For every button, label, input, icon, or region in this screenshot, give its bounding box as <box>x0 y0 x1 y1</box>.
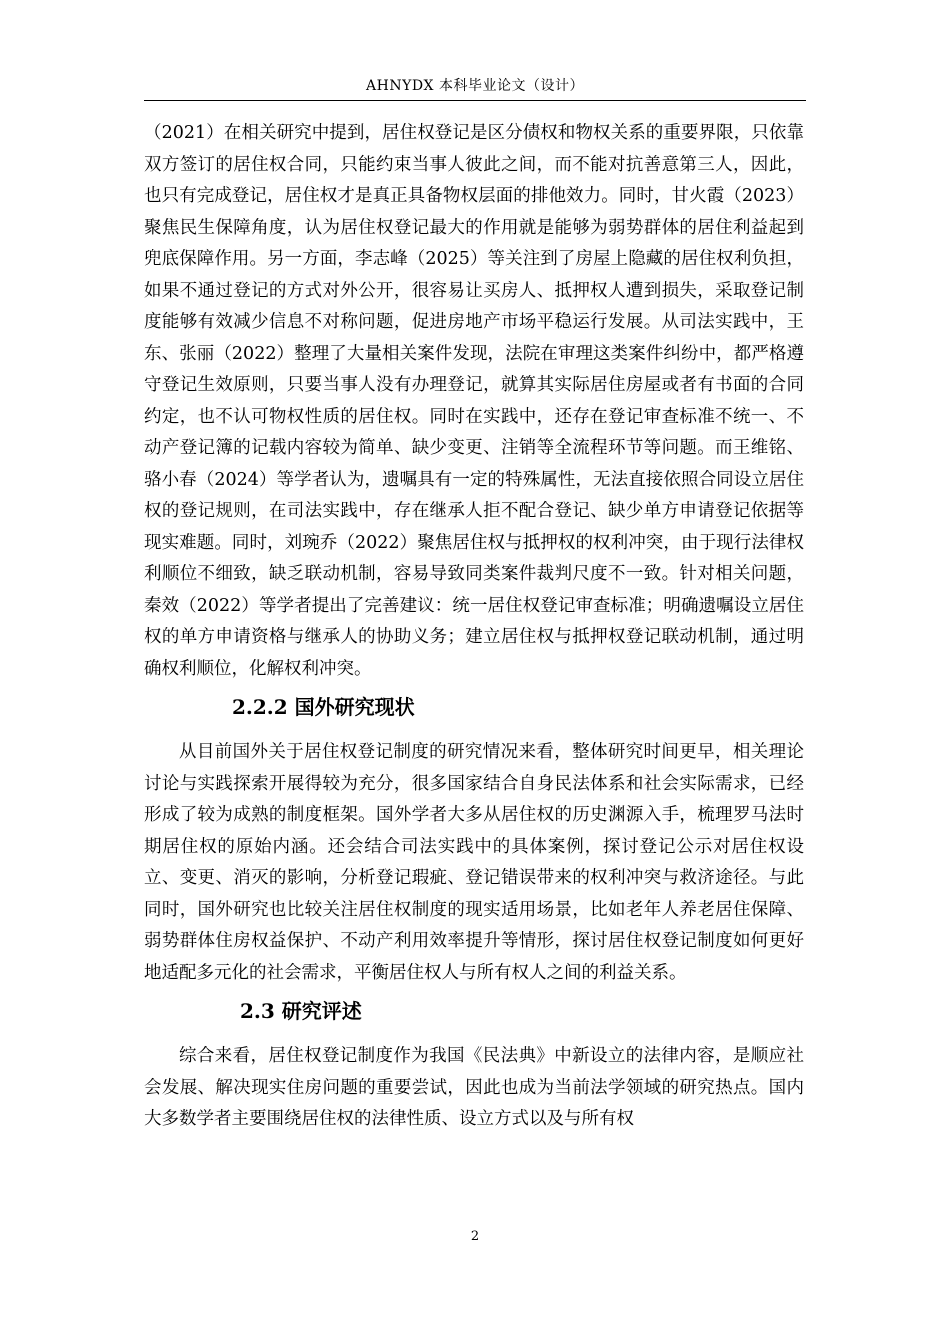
section-heading-foreign-research: 2.2.2 国外研究现状 <box>232 695 415 719</box>
body-text <box>144 118 804 1136</box>
paragraph-foreign-research: 从目前国外关于居住权登记制度的研究情况来看，整体研究时间更早，相关理论讨论与实践探索开展得较为充分，很多国家结合自身民法体系和社会实际需求，已经形成了较为成熟的制度框架。国外学者大多从居住权的历史渊源入手，梳理罗马法时期居住权的原始内涵。还会结合司法实践中的具体案例，探讨登记公示对居住权设立、变更、消灭的影响，分析登记瑕疵、登记错误带来的权利冲突与救济途径。与此同时，国外研究也比较关注居住权制度的现实适用场景，比如老年人养老居住保障、弱势群体住房权益保护、不动产利用效率提升等情形，探讨居住权登记制度如何更好地适配多元化的社会需求，平衡居住权人与所有权人之间的利益关系。 <box>144 742 804 983</box>
page-number: 2 <box>470 1229 480 1244</box>
paragraph-research-review: 综合来看，居住权登记制度作为我国《民法典》中新设立的法律内容，是顺应社会发展、解决现实住房问题的重要尝试，因此也成为当前法学领域的研究热点。国内大多数学者主要围绕居住权的法律性质、设立方式以及与所有权 <box>144 1046 804 1129</box>
running-header: AHNYDX 本科毕业论文（设计） <box>366 78 584 94</box>
section-heading-research-review: 2.3 研究评述 <box>240 999 362 1023</box>
header-divider <box>144 100 806 101</box>
paragraph-domestic-research-continued: （2021）在相关研究中提到，居住权登记是区分债权和物权关系的重要界限，只依靠双方签订的居住权合同，只能约束当事人彼此之间，而不能对抗善意第三人，因此，也只有完成登记，居住权才是真正具备物权层面的排他效力。同时，甘火霞（2023）聚焦民生保障角度，认为居住权登记最大的作用就是能够为弱势群体的居住利益起到兜底保障作用。另一方面，李志峰（2025）等关注到了房屋上隐藏的居住权利负担，如果不通过登记的方式对外公开，很容易让买房人、抵押权人遭到损失，采取登记制度能够有效减少信息不对称问题，促进房地产市场平稳运行发展。从司法实践中，王东、张丽（2022）整理了大量相关案件发现，法院在审理这类案件纠纷中，都严格遵守登记生效原则，只要当事人没有办理登记，就算其实际居住房屋或者有书面的合同约定，也不认可物权性质的居住权。同时在实践中，还存在登记审查标准不统一、不动产登记簿的记载内容较为简单、缺少变更、注销等全流程环节等问题。而王维铭、骆小春（2024）等学者认为，遗嘱具有一定的特殊属性，无法直接依照合同设立居住权的登记规则，在司法实践中，存在继承人拒不配合登记、缺少单方申请登记依据等现实难题。同时，刘琬乔（2022）聚焦居住权与抵押权的权利冲突，由于现行法律权利顺位不细致，缺乏联动机制，容易导致同类案件裁判尺度不一致。针对相关问题，秦效（2022）等学者提出了完善建议：统一居住权登记审查标准；明确遗嘱设立居住权的单方申请资格与继承人的协助义务；建立居住权与抵押权登记联动机制，通过明确权利顺位，化解权利冲突。 <box>144 123 804 679</box>
